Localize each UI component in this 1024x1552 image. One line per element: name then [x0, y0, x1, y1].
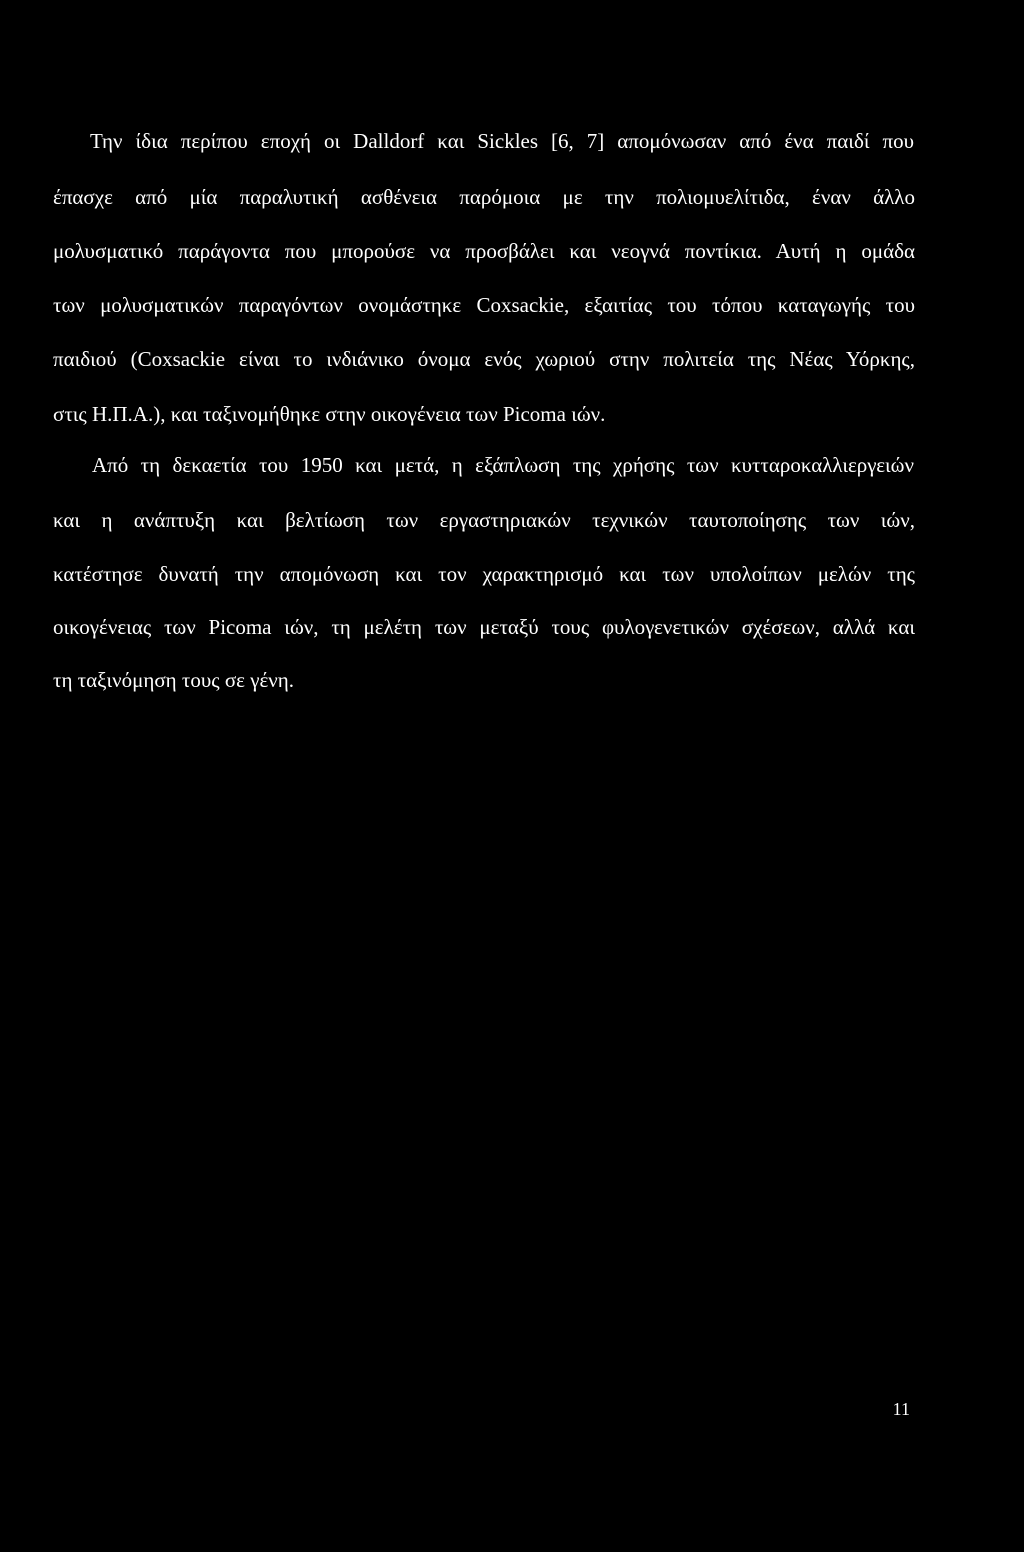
- text-line: και η ανάπτυξη και βελτίωση των εργαστηριακών τεχνικών ταυτοποίησης των ιών,: [53, 508, 915, 532]
- text-line: στις Η.Π.Α.), και ταξινομήθηκε στην οικογένεια των Picoma ιών.: [53, 402, 606, 426]
- text-line: Από τη δεκαετία του 1950 και μετά, η εξάπλωση της χρήσης των κυτταροκαλλιεργειών: [92, 453, 914, 477]
- page-number: 11: [892, 1399, 910, 1419]
- text-line: τη ταξινόμηση τους σε γένη.: [53, 668, 295, 692]
- text-line: οικογένειας των Picoma ιών, τη μελέτη των μεταξύ τους φυλογενετικών σχέσεων, αλλά και: [53, 615, 915, 639]
- text-line: κατέστησε δυνατή την απομόνωση και τον χαρακτηρισμό και των υπολοίπων μελών της: [53, 562, 915, 586]
- text-line: των μολυσματικών παραγόντων ονομάστηκε Coxsackie, εξαιτίας του τόπου καταγωγής του: [53, 293, 915, 317]
- text-line: Την ίδια περίπου εποχή οι Dalldorf και Sickles [6, 7] απομόνωσαν από ένα παιδί που: [90, 129, 914, 153]
- text-line: παιδιού (Coxsackie είναι το ινδιάνικο όνομα ενός χωριού στην πολιτεία της Νέας Υόρκης,: [53, 347, 915, 371]
- text-line: έπασχε από μία παραλυτική ασθένεια παρόμοια με την πολιομυελίτιδα, έναν άλλο: [53, 185, 915, 209]
- text-line: μολυσματικό παράγοντα που μπορούσε να προσβάλει και νεογνά ποντίκια. Αυτή η ομάδα: [53, 239, 915, 263]
